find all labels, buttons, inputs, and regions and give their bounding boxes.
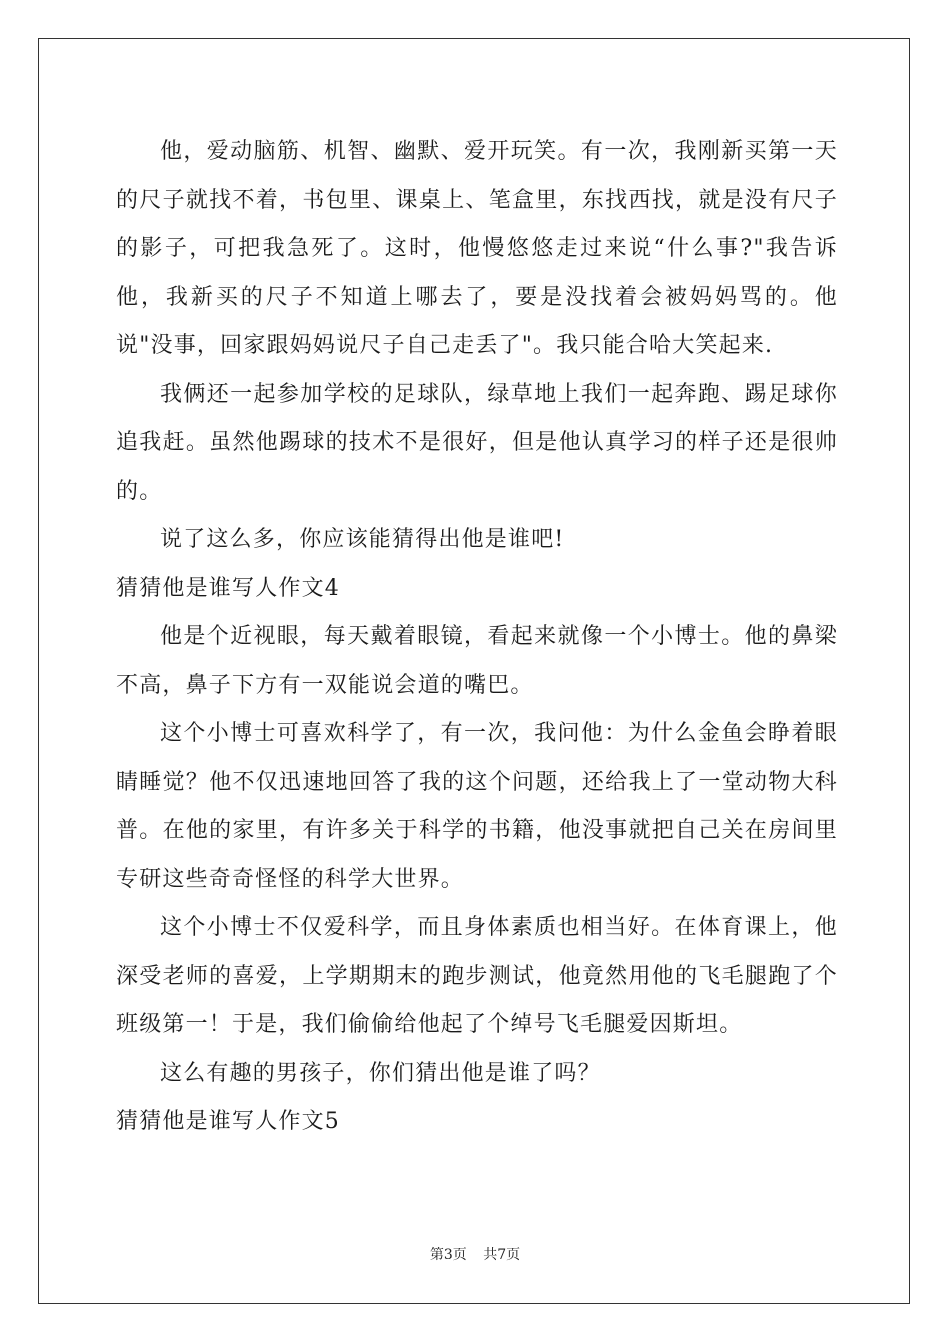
page-number: 第3页 [429,1247,467,1263]
paragraph: 他是个近视眼，每天戴着眼镜，看起来就像一个小博士。他的鼻梁不高，鼻子下方有一双能说会道的嘴巴。 [116,624,838,698]
section-heading: 猜猜他是谁写人作文5 [116,1109,340,1134]
total-pages: 共7页 [483,1247,521,1263]
section-heading: 猜猜他是谁写人作文4 [116,575,340,601]
paragraph: 这个小博士可喜欢科学了，有一次，我问他：为什么金鱼会睁着眼睛睡觉？他不仅迅速地回答了我的这个问题，还给我上了一堂动物大科普。在他的家里，有许多关于科学的书籍，他没事就把自己关在房间里专研这些奇奇怪怪的科学大世界。 [116,721,838,892]
paragraph: 这么有趣的男孩子，你们猜出他是谁了吗？ [160,1060,601,1086]
paragraph: 这个小博士不仅爱科学，而且身体素质也相当好。在体育课上，他深受老师的喜爱，上学期期末的跑步测试，他竟然用他的飞毛腿跑了个班级第一！于是，我们偷偷给他起了个绰号飞毛腿爱因斯坦。 [116,915,838,1037]
paragraph: 说了这么多，你应该能猜得出他是谁吧! [160,527,565,552]
page-footer [0,1244,950,1264]
paragraph: 我俩还一起参加学校的足球队，绿草地上我们一起奔跑、踢足球你追我赶。虽然他踢球的技术不是很好，但是他认真学习的样子还是很帅的。 [116,381,838,504]
document-body [116,128,838,1147]
paragraph: 他，爱动脑筋、机智、幽默、爱开玩笑。有一次，我刚新买第一天的尺子就找不着，书包里、课桌上、笔盒里，东找西找，就是没有尺子的影子，可把我急死了。这时，他慢悠悠走过来说“什么事?"我告诉他，我新买的尺子不知道上哪去了，要是没找着会被妈妈骂的。他说"没事，回家跟妈妈说尺子自己走丢了"。我只能合哈大笑起来. [116,139,838,358]
